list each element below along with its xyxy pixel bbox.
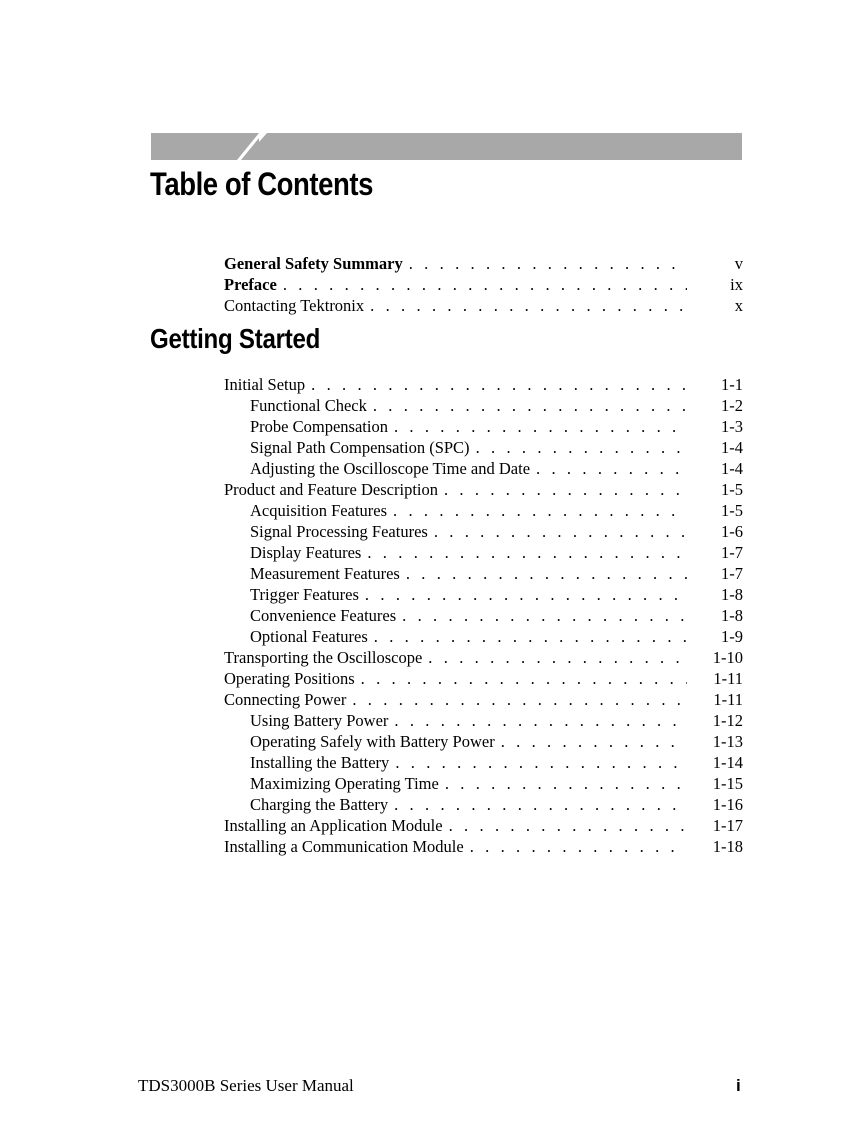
dot-leader [476,437,687,458]
toc-entry-page: 1-2 [721,396,743,415]
header-band [151,133,742,160]
dot-leader [393,500,687,521]
dot-leader [365,584,687,605]
dot-leader [470,836,687,857]
dot-leader [374,626,687,647]
toc-entry[interactable] [224,668,743,689]
dot-leader [449,815,687,836]
toc-entry-label: Installing the Battery [250,753,390,772]
toc-entry-label: Acquisition Features [250,501,388,520]
toc-entry[interactable] [224,647,743,668]
dot-leader [367,542,687,563]
toc-entry-page: 1-10 [712,648,743,667]
toc-entry-page: 1-7 [721,564,743,583]
toc-entry-label: Adjusting the Oscilloscope Time and Date [250,459,531,478]
toc-entry-label: Initial Setup [224,375,306,394]
front-matter-list [224,253,743,316]
toc-entry-label: Installing a Communication Module [224,837,464,856]
dot-leader [394,416,687,437]
toc-entry-page: 1-7 [721,543,743,562]
toc-entry-label: Charging the Battery [250,795,389,814]
toc-entry-label: Trigger Features [250,585,359,604]
toc-entry-label: Transporting the Oscilloscope [224,648,423,667]
toc-entry[interactable] [224,479,743,500]
dot-leader [311,374,687,395]
toc-entry-page: v [734,254,743,273]
dot-leader [444,479,687,500]
toc-entry-page: ix [730,275,743,294]
toc-entry-label: Signal Path Compensation (SPC) [250,438,470,457]
toc-entry[interactable] [224,253,743,274]
page-title: Table of Contents [150,166,374,202]
dot-leader [402,605,687,626]
toc-entry[interactable] [224,521,743,542]
toc-entry[interactable] [224,458,743,479]
toc-entry-label: Using Battery Power [250,711,389,730]
toc-entry-page: 1-11 [713,690,743,709]
toc-entry[interactable] [224,416,743,437]
toc-entry-page: 1-5 [721,501,743,520]
toc-entry-page: 1-12 [712,711,743,730]
toc-entry-page: x [734,296,743,315]
toc-entry-page: 1-17 [712,816,743,835]
toc-entry-page: 1-16 [712,795,743,814]
toc-entry-label: Probe Compensation [250,417,388,436]
toc-entry[interactable] [224,563,743,584]
toc-entry-page: 1-4 [721,459,743,478]
dot-leader [373,395,687,416]
toc-entry-label: Preface [224,275,277,294]
section-title: Getting Started [150,323,321,354]
dot-leader [536,458,687,479]
toc-entry-page: 1-13 [712,732,743,751]
dot-leader [352,689,687,710]
toc-entry-page: 1-8 [721,585,743,604]
dot-leader [283,274,687,295]
toc-entry-label: Measurement Features [250,564,400,583]
toc-entry[interactable] [224,374,743,395]
toc-entry-page: 1-11 [713,669,743,688]
toc-entry-page: 1-6 [721,522,743,541]
toc-entry[interactable] [224,836,743,857]
dot-leader [409,253,687,274]
toc-entry-label: General Safety Summary [224,254,403,273]
toc-entry[interactable] [224,689,743,710]
toc-entry[interactable] [224,274,743,295]
toc-entry[interactable] [224,794,743,815]
toc-entry-page: 1-1 [721,375,743,394]
toc-entry[interactable] [224,626,743,647]
toc-entry-label: Connecting Power [224,690,347,709]
dot-leader [394,794,687,815]
dot-leader [501,731,687,752]
toc-entry-label: Product and Feature Description [224,480,438,499]
toc-entry[interactable] [224,752,743,773]
dot-leader [361,668,687,689]
toc-entry-page: 1-9 [721,627,743,646]
dot-leader [394,710,687,731]
toc-entry[interactable] [224,731,743,752]
toc-entry-label: Operating Safely with Battery Power [250,732,495,751]
toc-entry[interactable] [224,542,743,563]
toc-entry-page: 1-4 [721,438,743,457]
toc-entry-label: Maximizing Operating Time [250,774,439,793]
toc-entry[interactable] [224,500,743,521]
toc-entry-page: 1-18 [712,837,743,856]
toc-entry-page: 1-15 [712,774,743,793]
dot-leader [445,773,687,794]
toc-entry-page: 1-8 [721,606,743,625]
toc-entry[interactable] [224,710,743,731]
toc-entry-label: Signal Processing Features [250,522,428,541]
section-entries-list [224,374,743,857]
dot-leader [395,752,687,773]
toc-entry-label: Display Features [250,543,362,562]
footer-page-number: i [736,1076,741,1095]
toc-entry-label: Convenience Features [250,606,397,625]
footer-manual-title: TDS3000B Series User Manual [138,1076,354,1095]
dot-leader [406,563,687,584]
toc-entry-label: Optional Features [250,627,368,646]
toc-entry-page: 1-5 [721,480,743,499]
toc-entry-label: Functional Check [250,396,367,415]
toc-entry-page: 1-14 [712,753,743,772]
toc-entry[interactable] [224,605,743,626]
toc-entry[interactable] [224,437,743,458]
toc-entry[interactable] [224,295,743,316]
dot-leader [428,647,687,668]
toc-entry[interactable] [224,395,743,416]
toc-entry-label: Installing an Application Module [224,816,443,835]
toc-entry-label: Contacting Tektronix [224,296,365,315]
toc-entry-label: Operating Positions [224,669,355,688]
dot-leader [434,521,687,542]
toc-entry[interactable] [224,584,743,605]
toc-entry[interactable] [224,815,743,836]
toc-entry[interactable] [224,773,743,794]
toc-entry-page: 1-3 [721,417,743,436]
dot-leader [370,295,687,316]
